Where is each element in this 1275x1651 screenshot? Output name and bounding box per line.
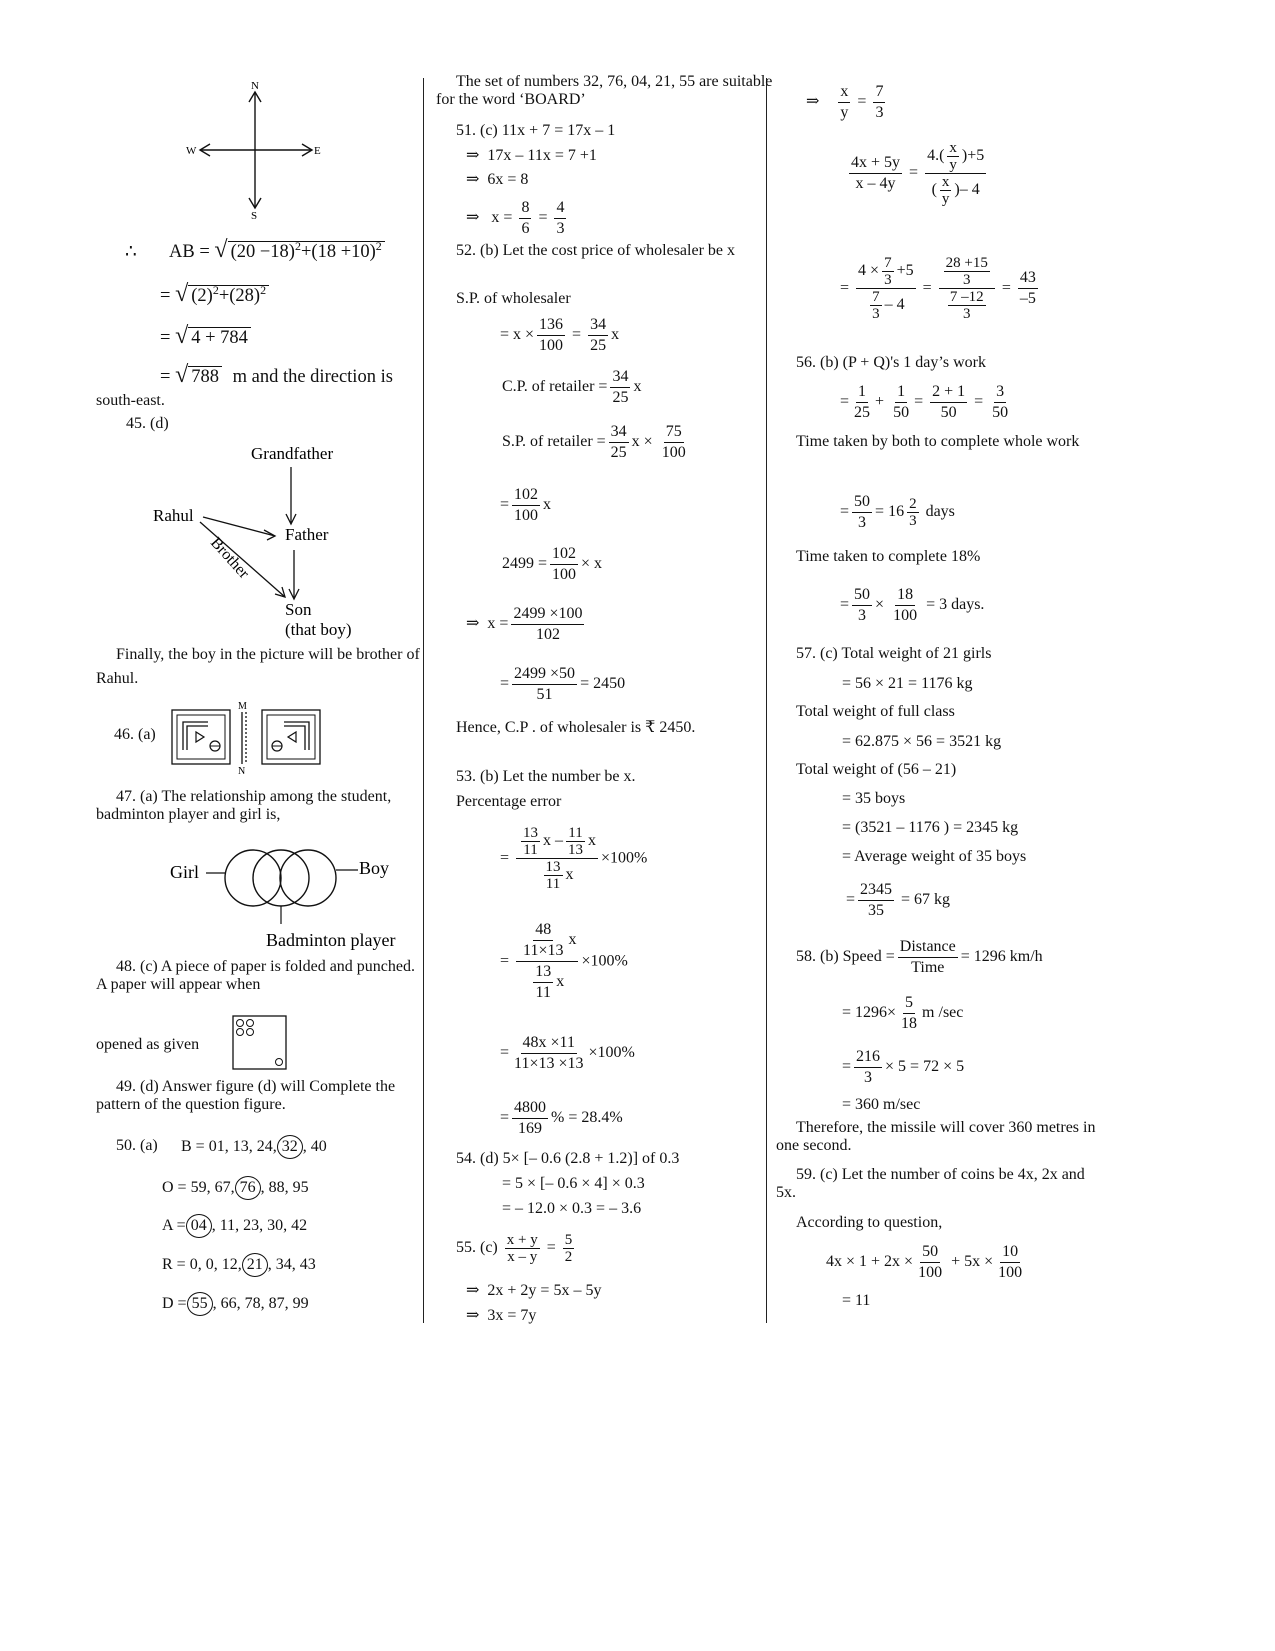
q59-equation: 4x × 1 + 2x × $\frac{50}{100}$ + 5x × $\frac{10}{100}$ bbox=[826, 1243, 1023, 1281]
board-intro: The set of numbers 32, 76, 04, 21, 55 are suitable for the word ‘BOARD’ bbox=[436, 73, 773, 108]
mirror-label-m: M bbox=[238, 701, 247, 712]
column-rule-left bbox=[423, 78, 424, 1323]
venn-diagram bbox=[168, 840, 418, 952]
ab-label: AB bbox=[169, 242, 195, 262]
tree-son: Son bbox=[285, 600, 312, 619]
eq-2499: 2499 = $\frac{102}{100}$ × x bbox=[502, 545, 603, 583]
board-row-o: O = 59, 67, 76 , 88, 95 bbox=[162, 1176, 309, 1200]
q57-line-5: Total weight of (56 – 21) bbox=[796, 761, 957, 778]
family-tree-diagram bbox=[148, 440, 388, 640]
board-row-b: B = 01, 13, 24, 32 , 40 bbox=[181, 1135, 327, 1159]
cp-retailer: C.P. of retailer = $\frac{34}{25}$ x bbox=[502, 368, 642, 406]
eq-102-100: = $\frac{102}{100}$ x bbox=[500, 486, 552, 524]
compass-n: N bbox=[251, 80, 259, 92]
q53-text: 53. (b) Let the number be x. bbox=[456, 768, 636, 785]
tree-that-boy: (that boy) bbox=[285, 620, 352, 639]
south-east-text: south-east. bbox=[96, 392, 165, 409]
q54-line-2: = 5 × [– 0.6 × 4] × 0.3 bbox=[502, 1175, 645, 1192]
q57-line-7: = (3521 – 1176 ) = 2345 kg bbox=[842, 819, 1019, 836]
q55-line-3: ⇒ 3x = 7y bbox=[466, 1307, 537, 1324]
q58-line-2: = 1296× $\frac{5}{18}$ m /sec bbox=[842, 994, 964, 1032]
q58-speed: 58. (b) Speed = $\frac{\text{Distance}}{\text{Time}}$ = 1296 km/h bbox=[796, 938, 1043, 976]
sp-wholesaler-eq: = x × $\frac{136}{100}$ = $\frac{34}{25}$ x bbox=[500, 316, 620, 354]
q57-text: 57. (c) Total weight of 21 girls bbox=[796, 645, 992, 662]
q45-label: 45. (d) bbox=[126, 415, 169, 432]
ab-term-b: +(18 +10) bbox=[300, 242, 376, 262]
according-text: According to question, bbox=[796, 1214, 943, 1231]
error-fraction-3: = $\frac{48x \times 11}{11\times 13 \times 13}$ ×100% bbox=[500, 1034, 635, 1072]
board-row-a: A = 04 , 11, 23, 30, 42 bbox=[162, 1214, 307, 1238]
q54-line-1: 54. (d) 5× [– 0.6 (2.8 + 1.2)] of 0.3 bbox=[456, 1150, 680, 1167]
q59-result: = 11 bbox=[842, 1292, 871, 1309]
circled-number: 21 bbox=[242, 1253, 268, 1277]
q47-text: 47. (a) The relationship among the student, badminton player and girl is, bbox=[96, 788, 392, 823]
q57-avg: = $\frac{2345}{35}$ = 67 kg bbox=[846, 881, 951, 919]
ab-line-2: = √ $(2)^2+(28)^2$ bbox=[160, 281, 269, 308]
error-fraction-2: = $\frac{48}{11\times 13}$ x $\frac{13}{11}$ x ×100% bbox=[500, 921, 628, 1001]
compass-s: S bbox=[251, 210, 258, 222]
error-fraction-4: = $\frac{4800}{169}$ % = 28.4% bbox=[500, 1099, 623, 1137]
q49-text: 49. (d) Answer figure (d) will Complete the pattern of the question figure. bbox=[96, 1078, 396, 1113]
both-time-text: Time taken by both to complete whole work bbox=[796, 433, 1080, 450]
venn-badminton: Badminton player bbox=[266, 930, 396, 950]
time-18-text: Time taken to complete 18% bbox=[796, 548, 981, 565]
q58-text: Therefore, the missile will cover 360 metres in one second. bbox=[776, 1119, 1096, 1154]
ab-line-3: = √ 4 + 784 bbox=[160, 323, 251, 350]
q56-text: 56. (b) (P + Q)'s 1 day’s work bbox=[796, 354, 986, 371]
error-fraction-1: = $\frac{13}{11}$ x – $\frac{11}{13}$ x $\frac{13}{11}$ x ×100% bbox=[500, 825, 648, 892]
venn-boy: Boy bbox=[359, 858, 390, 878]
tree-rahul: Rahul bbox=[153, 506, 194, 525]
q51-line-4: ⇒ x = $\frac{8}{6}$ = $\frac{4}{3}$ bbox=[466, 199, 565, 237]
mirror-image-figure bbox=[170, 700, 330, 775]
q52-text: 52. (b) Let the cost price of wholesaler be x bbox=[456, 242, 736, 259]
q46-label: 46. (a) bbox=[114, 726, 156, 743]
ab-line-1: ∴ AB = √ $(20 -18)^2+(18 +10)^2$ bbox=[125, 237, 385, 264]
therefore-symbol: ∴ bbox=[125, 242, 137, 262]
q57-line-6: = 35 boys bbox=[842, 790, 906, 807]
eq-x-over-y: ⇒ $\frac{x}{y}$ = $\frac{7}{3}$ bbox=[806, 83, 884, 121]
q48-tail: opened as given bbox=[96, 1036, 200, 1053]
q57-line-3: Total weight of full class bbox=[796, 703, 955, 720]
board-row-r: R = 0, 0, 12, 21 , 34, 43 bbox=[162, 1253, 316, 1277]
q59-text: 59. (c) Let the number of coins be 4x, 2x and 5x. bbox=[776, 1166, 1085, 1201]
eq-x-solve: ⇒ x = $\frac{2499 \times 100}{102}$ bbox=[466, 605, 583, 643]
sp-retailer: S.P. of retailer = $\frac{34}{25}$ x × $\frac{75}{100}$ bbox=[502, 423, 686, 461]
eq-4x5y: $\frac{4x + 5y}{x - 4y}$ = 4.( $\frac{x}{y}$ )+5 ( $\frac{x}{y}$ )– 4 bbox=[851, 140, 985, 207]
q51-line-2: ⇒ 17x – 11x = 7 +1 bbox=[466, 147, 597, 164]
ab-term-a: (20 −18) bbox=[230, 242, 295, 262]
compass-diagram bbox=[180, 78, 330, 223]
q58-line-3: = $\frac{216}{3}$ × 5 = 72 × 5 bbox=[842, 1048, 965, 1086]
percentage-error: Percentage error bbox=[456, 793, 562, 810]
compass-w: W bbox=[186, 145, 197, 157]
eq-sub-7-3: = 4 × $\frac{7}{3}$ +5 $\frac{7}{3}$ – 4 = $\frac{\frac{28 +15}{3}}{\frac{7 -12}{3}}$ = $\frac{43}{-5}$ bbox=[840, 255, 1036, 322]
q56-sum: = $\frac{1}{25}$ + $\frac{1}{50}$ = $\frac{2 + 1}{50}$ = $\frac{3}{50}$ bbox=[840, 383, 1009, 421]
circled-number: 76 bbox=[235, 1176, 261, 1200]
eq-2450: = $\frac{2499 \times 50}{51}$ = 2450 bbox=[500, 665, 626, 703]
tree-brother: Brother bbox=[207, 534, 253, 582]
time-18-eq: = $\frac{50}{3}$ × $\frac{18}{100}$ = 3 days. bbox=[840, 586, 985, 624]
q48-text: 48. (c) A piece of paper is folded and punched. A paper will appear when bbox=[96, 958, 416, 993]
compass-e: E bbox=[314, 145, 321, 157]
q45-conclusion: Finally, the boy in the picture will be brother of Rahul. bbox=[96, 646, 420, 687]
circled-number: 55 bbox=[187, 1292, 213, 1316]
circled-number: 04 bbox=[186, 1214, 212, 1238]
punched-paper-figure bbox=[232, 1015, 288, 1071]
q55-line-2: ⇒ 2x + 2y = 5x – 5y bbox=[466, 1282, 602, 1299]
venn-girl: Girl bbox=[170, 862, 199, 882]
days-eq: = $\frac{50}{3}$ = 16 $\frac{2}{3}$ days bbox=[840, 493, 955, 531]
q57-line-4: = 62.875 × 56 = 3521 kg bbox=[842, 733, 1002, 750]
q55-line-1: 55. (c) $\frac{x + y}{x - y}$ = $\frac{5}{2}$ bbox=[456, 1232, 573, 1265]
hence-text: Hence, C.P . of wholesaler is ₹ 2450. bbox=[456, 719, 696, 736]
q57-line-8: = Average weight of 35 boys bbox=[842, 848, 1027, 865]
board-row-d: D = 55 , 66, 78, 87, 99 bbox=[162, 1292, 309, 1316]
q58-line-4: = 360 m/sec bbox=[842, 1096, 921, 1113]
tree-father: Father bbox=[285, 525, 329, 544]
circled-number: 32 bbox=[277, 1135, 303, 1159]
sp-wholesaler: S.P. of wholesaler bbox=[456, 290, 571, 307]
column-rule-right bbox=[766, 78, 767, 1323]
mirror-label-n: N bbox=[238, 766, 246, 775]
tree-grandfather: Grandfather bbox=[251, 444, 334, 463]
q51-text: 51. (c) 11x + 7 = 17x – 1 bbox=[456, 122, 616, 139]
q50-label: 50. (a) bbox=[116, 1137, 158, 1154]
q57-line-2: = 56 × 21 = 1176 kg bbox=[842, 675, 973, 692]
ab-line-4: = √ 788 m and the direction is bbox=[160, 362, 393, 388]
q54-line-3: = – 12.0 × 0.3 = – 3.6 bbox=[502, 1200, 642, 1217]
q51-line-3: ⇒ 6x = 8 bbox=[466, 171, 529, 188]
